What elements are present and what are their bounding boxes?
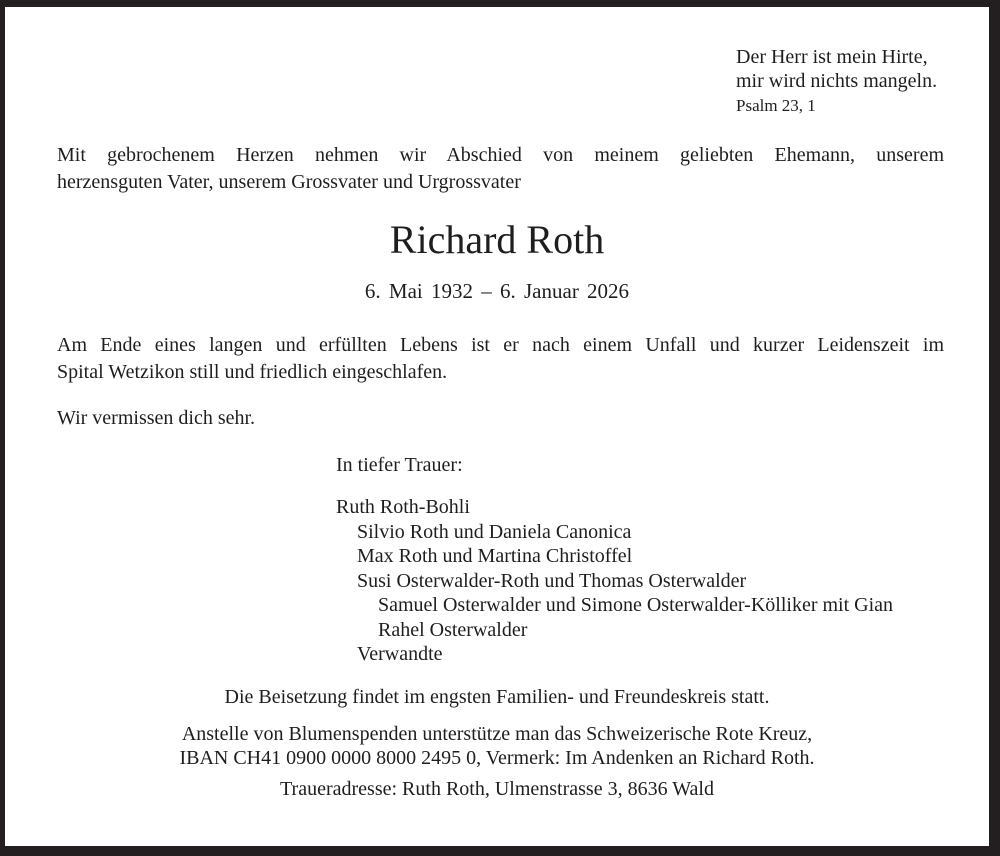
intro-line-2: herzensguten Vater, unserem Grossvater und Urgrossvater bbox=[57, 171, 521, 193]
mourner-item: Max Roth und Martina Christoffel bbox=[357, 545, 633, 567]
donation-line-2: IBAN CH41 0900 0000 8000 2495 0, Vermerk: Im Andenken an Richard Roth. bbox=[179, 747, 815, 769]
psalm-line-2: mir wird nichts mangeln. bbox=[736, 69, 938, 92]
mourner-item: Silvio Roth und Daniela Canonica bbox=[357, 520, 632, 543]
mourner-item: Susi Osterwalder-Roth und Thomas Osterwalder bbox=[357, 569, 747, 592]
mourner-item: Ruth Roth-Bohli bbox=[336, 496, 470, 518]
intro-paragraph bbox=[57, 142, 944, 196]
mourning-address: Traueradresse: Ruth Roth, Ulmenstrasse 3, 8636 Wald bbox=[280, 778, 714, 800]
farewell-line: Wir vermissen dich sehr. bbox=[57, 407, 256, 429]
psalm-quote bbox=[736, 46, 937, 118]
funeral-notice: Die Beisetzung findet im engsten Familien- und Freundeskreis statt. bbox=[224, 686, 770, 708]
deceased-name: Richard Roth bbox=[389, 217, 605, 262]
psalm-reference: Psalm 23, 1 bbox=[736, 96, 816, 115]
intro-line-1: Mit gebrochenem Herzen nehmen wir Abschied von meinem geliebten Ehemann, unserem bbox=[57, 144, 944, 166]
mourner-item: Samuel Osterwalder und Simone Osterwalder-Kölliker mit Gian bbox=[378, 594, 894, 616]
mourner-item: Verwandte bbox=[357, 643, 443, 665]
donation-notice bbox=[5, 722, 989, 770]
mourner-item: Rahel Osterwalder bbox=[378, 618, 528, 641]
life-dates: 6. Mai 1932 – 6. Januar 2026 bbox=[364, 279, 630, 303]
donation-line-1: Anstelle von Blumenspenden unterstütze man das Schweizerische Rote Kreuz, bbox=[181, 723, 813, 745]
mourners-list bbox=[336, 495, 893, 667]
psalm-line-1: Der Herr ist mein Hirte, bbox=[736, 46, 928, 68]
mourners-heading: In tiefer Trauer: bbox=[336, 454, 463, 476]
death-notice-paragraph bbox=[57, 332, 944, 386]
death-notice-line-2: Spital Wetzikon still und friedlich eingeschlafen. bbox=[57, 361, 448, 383]
death-notice-line-1: Am Ende eines langen und erfüllten Lebens ist er nach einem Unfall und kurzer Leidenszeit im bbox=[57, 334, 944, 356]
